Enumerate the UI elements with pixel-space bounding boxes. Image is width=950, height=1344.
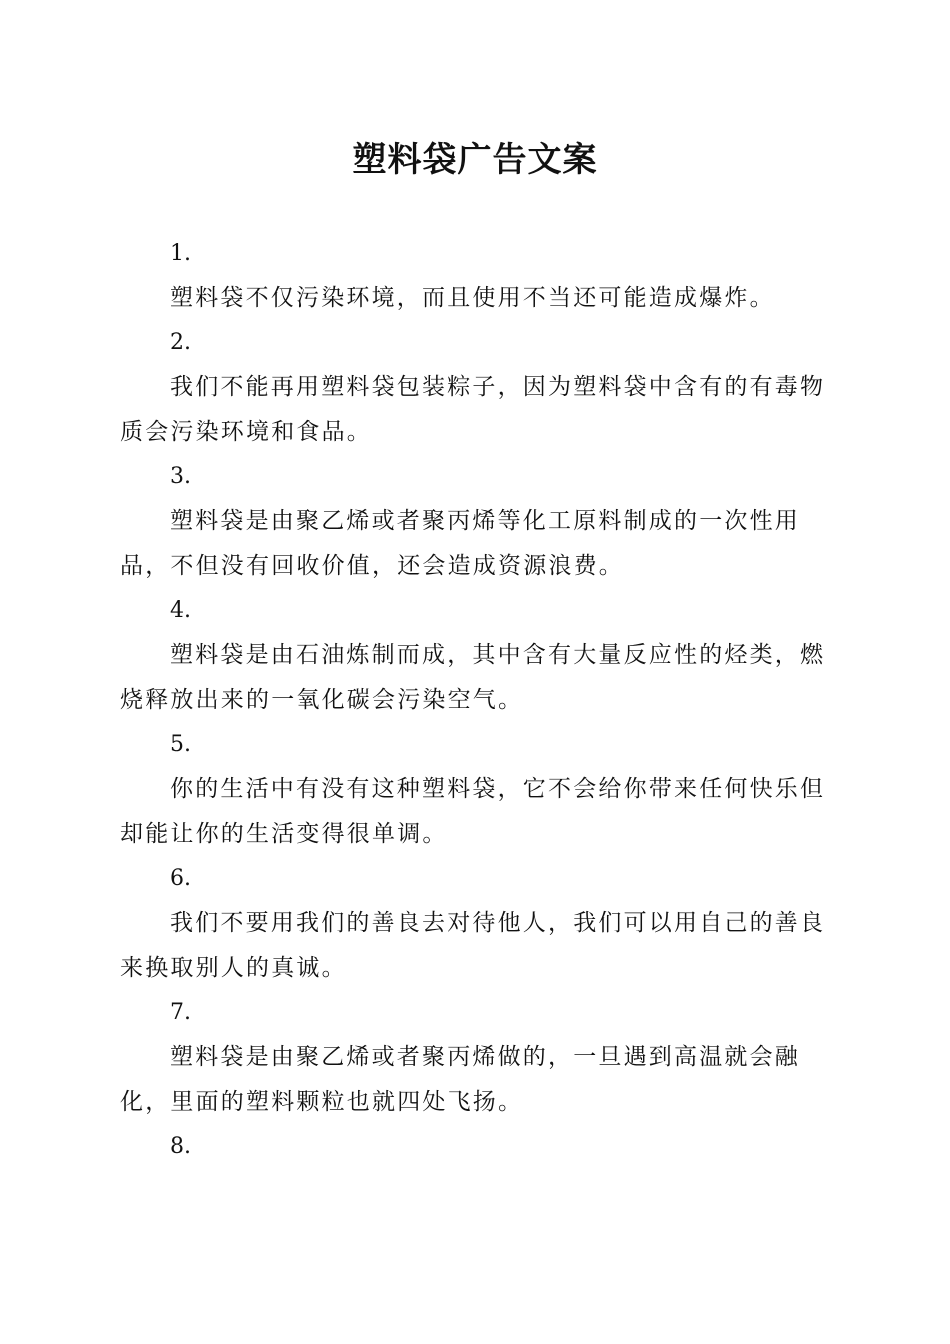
item-number-7: 7. [170, 1000, 191, 1025]
item-number-4: 4. [170, 598, 191, 623]
item-number-6: 6. [170, 866, 191, 891]
item-text-4: 塑料袋是由石油炼制而成，其中含有大量反应性的烃类，燃烧释放出来的一氧化碳会污染空气。 [120, 642, 826, 713]
item-text-6: 我们不要用我们的善良去对待他人，我们可以用自己的善良来换取别人的真诚。 [120, 910, 826, 981]
item-text-5: 你的生活中有没有这种塑料袋，它不会给你带来任何快乐但却能让你的生活变得很单调。 [120, 776, 826, 847]
item-text-3: 塑料袋是由聚乙烯或者聚丙烯等化工原料制成的一次性用品，不但没有回收价值，还会造成资源浪费。 [120, 508, 800, 579]
document-title: 塑料袋广告文案 [352, 140, 598, 180]
item-number-2: 2. [170, 330, 191, 355]
item-number-5: 5. [170, 732, 191, 757]
item-number-8: 8. [170, 1134, 191, 1159]
item-number-3: 3. [170, 464, 191, 489]
item-text-1: 塑料袋不仅污染环境，而且使用不当还可能造成爆炸。 [170, 285, 775, 311]
document-body [120, 232, 832, 1169]
item-number-1: 1. [170, 241, 191, 266]
item-text-2: 我们不能再用塑料袋包装粽子，因为塑料袋中含有的有毒物质会污染环境和食品。 [120, 374, 826, 445]
item-text-7: 塑料袋是由聚乙烯或者聚丙烯做的，一旦遇到高温就会融化，里面的塑料颗粒也就四处飞扬。 [120, 1044, 800, 1115]
